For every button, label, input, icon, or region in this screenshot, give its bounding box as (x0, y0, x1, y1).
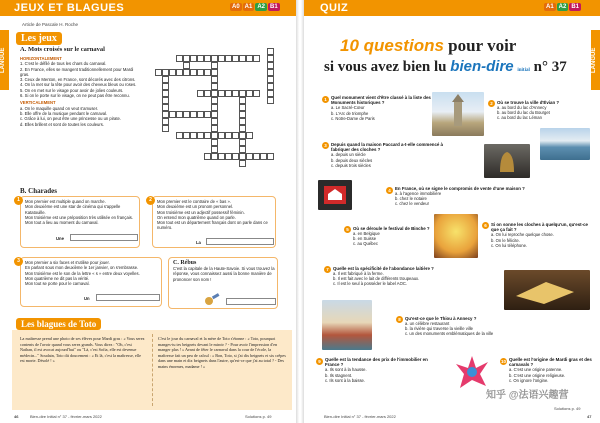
crossword-cell[interactable] (225, 132, 232, 139)
quiz-title-line-1 (340, 36, 516, 56)
charade-2-line: On entend mon quatrième quand on parle. (157, 214, 236, 220)
rebus-text: C'est la capitale de la Haute-Savoie. Si vous trouvez la réponse, vous connaissez aussi la bonne manière de prononcer son nom ! (173, 266, 275, 282)
charade-3-answer-label: Un (84, 296, 90, 301)
q9-option-c[interactable]: c. Ils sont à la baisse. (325, 377, 366, 383)
crossword-cell[interactable] (239, 160, 246, 167)
quiz-title-brand-sub: initial (517, 68, 530, 73)
charade-2-line: Mon troisième est un adjectif possessif féminin. (157, 209, 245, 215)
clue-h4: 4. On la met sur la tête pour avoir des cheveux bleus ou roses. (20, 82, 137, 88)
q1-number: 1 (322, 96, 329, 103)
crossword-cell[interactable] (183, 62, 190, 69)
q7-number: 7 (324, 266, 331, 273)
crossword-cell[interactable] (267, 48, 274, 55)
crossword-cell[interactable] (183, 55, 190, 62)
crossword-cell[interactable] (211, 97, 218, 104)
crossword-cell[interactable] (183, 132, 190, 139)
right-levels (544, 3, 581, 11)
q5-number: 5 (344, 226, 351, 233)
crossword-cell[interactable] (162, 111, 169, 118)
q8-option-b[interactable]: b. la rivière qui traverse la vieille ville (405, 326, 473, 332)
crossword-cell[interactable] (176, 111, 183, 118)
crossword-cell[interactable] (197, 69, 204, 76)
crossword-cell[interactable] (253, 90, 260, 97)
quiz-title-prefix: si vous avez bien lu (324, 59, 447, 75)
crossword-cell[interactable] (169, 111, 176, 118)
quiz-title-number: 10 questions (340, 36, 444, 55)
watermark: 知乎 @法语兴趣营 (486, 390, 569, 401)
cheese-photo (504, 270, 590, 310)
crossword-cell[interactable] (267, 97, 274, 104)
crossword-cell[interactable] (232, 132, 239, 139)
question-4 (395, 186, 591, 206)
q10-text: Quelle est l'origine de Mardi gras et des carnavals ? (509, 357, 592, 368)
q10-option-a[interactable]: a. C'est une origine païenne. (509, 367, 563, 373)
crossword-cell[interactable] (211, 111, 218, 118)
question-3 (331, 142, 461, 168)
charade-3-line: Mon premier a six faces et s'utilise pour jouer. (25, 260, 110, 265)
rebus-answer-field[interactable] (226, 298, 276, 305)
charade-1-answer-label: Une (56, 236, 64, 241)
crossword-cell[interactable] (211, 55, 218, 62)
q4-text: En France, où se signe le compromis de vente d'une maison ? (395, 186, 525, 191)
crossword-clues (20, 46, 140, 127)
charade-1-line: Mon tout a lieu au moment du carnaval. (25, 220, 99, 226)
left-solutions: Solutions p. 49 (245, 414, 272, 419)
left-page (0, 0, 296, 423)
question-7 (333, 266, 469, 286)
q3-option-c[interactable]: c. depuis trois siècles (331, 162, 371, 168)
quiz-title-rest: pour voir (448, 36, 517, 55)
right-section-title: QUIZ (320, 2, 349, 14)
crossword-cell[interactable] (155, 69, 162, 76)
q1-text: Quel monument vient d'être classé à la liste des Monuments historiques ? (331, 95, 431, 106)
crossword-cell[interactable] (190, 55, 197, 62)
crossword-cell[interactable] (197, 132, 204, 139)
level-a2: A2 (257, 4, 266, 10)
crossword-cell[interactable] (176, 132, 183, 139)
q2-number: 2 (488, 100, 495, 107)
right-side-tab: LANGUE (591, 30, 600, 90)
crossword-cell[interactable] (197, 90, 204, 97)
charade-3-answer-field[interactable] (96, 294, 160, 301)
crossword-cell[interactable] (239, 104, 246, 111)
crossword-cell[interactable] (211, 118, 218, 125)
crossword-cell[interactable] (239, 118, 246, 125)
crossword-cell[interactable] (162, 76, 169, 83)
question-5 (353, 226, 433, 246)
crossword-cell[interactable] (267, 55, 274, 62)
crossword-cell[interactable] (260, 153, 267, 160)
crossword-cell[interactable] (169, 69, 176, 76)
charades-title: B. Charades (20, 187, 57, 195)
crossword-cell[interactable] (211, 153, 218, 160)
crossword-cell[interactable] (267, 153, 274, 160)
charade-3-line: Mon troisième est le son de la lettre « s » entre deux voyelles. (25, 270, 140, 276)
q8-number: 8 (396, 316, 403, 323)
clue-h6: 6. Si on le porte sur le visage, on ne peut pas être reconnu. (20, 93, 130, 99)
crossword-cell[interactable] (267, 83, 274, 90)
bell-icon (484, 144, 530, 178)
clue-h3: 3. Ceux de Menton, en France, sont décorés avec des citrons. (20, 77, 136, 83)
clue-h5: 5. On en met sur le visage pour avoir de jolies couleurs. (20, 87, 124, 93)
crossword-cell[interactable] (232, 90, 239, 97)
crossword-cell[interactable] (190, 111, 197, 118)
les-jeux-badge: Les jeux (16, 32, 62, 45)
crossword-cell[interactable] (239, 153, 246, 160)
charade-2-answer-field[interactable] (206, 238, 274, 245)
q5-text: Où se déroule le festival de Binche ? (353, 226, 430, 231)
carnival-mask-icon (454, 352, 490, 392)
level-b1: B1 (270, 4, 278, 10)
crossword-cell[interactable] (211, 69, 218, 76)
horizontal-label: HORIZONTALEMENT (20, 56, 62, 61)
q2-option-b[interactable]: b. au bord du lac du Bourget (497, 110, 550, 116)
charade-3-line: Mon quatrième ne dit pas la vérité. (25, 275, 90, 281)
author-credit: Article de Pascale H. Roche (22, 22, 79, 27)
crossword-cell[interactable] (162, 118, 169, 125)
house-sign-photo (318, 180, 352, 210)
crossword-cell[interactable] (239, 90, 246, 97)
q1-option-c[interactable]: c. Notre-Dame de Paris (331, 115, 375, 121)
q6-option-b[interactable]: b. On le félicite. (491, 237, 520, 243)
crossword-cell[interactable] (218, 90, 225, 97)
toto-divider (152, 334, 153, 406)
charade-2-line: Mon tout est un département français dont on parle dans ce numéro. (157, 220, 268, 231)
q4-option-b[interactable]: b. chez le notaire (395, 196, 427, 202)
crossword-cell[interactable] (162, 90, 169, 97)
quiz-title-issue: n° 37 (533, 59, 567, 75)
quiz-title-line-2 (324, 58, 567, 76)
monument-icon (432, 92, 484, 136)
crossword-cell[interactable] (204, 69, 211, 76)
crossword-cell[interactable] (211, 90, 218, 97)
crossword-cell[interactable] (211, 76, 218, 83)
crossword-cell[interactable] (162, 83, 169, 90)
annecy-photo (322, 300, 372, 350)
q6-option-c[interactable]: c. On lui téléphone. (491, 242, 528, 248)
toto-joke-2: C'est le jour du carnaval et la mère de Toto s'étonne : « Toto, pourquoi manges-tu tes beignets devant le miroir ? - Pour avoir l'impression d'en manger plus ! » Avant de fêter le carnaval dans la cour de l'école, la maîtresse fait un peu de calcul : « Bon, Toto, si j'ai dix beignets et six crêpes dans une main et dix beignets dans l'autre, qu'est-ce que j'ai au total ? - Des mains énormes, madame ! » (158, 336, 286, 369)
crossword-cell[interactable] (211, 104, 218, 111)
q7-option-c[interactable]: c. Il est le seul à posséder le label AOC. (333, 281, 408, 287)
crossword-cell[interactable] (253, 55, 260, 62)
rebus-picture-icon (204, 293, 220, 307)
q5-option-b[interactable]: b. en Suisse (353, 236, 377, 242)
crossword-cell[interactable] (225, 90, 232, 97)
q6-text: Si on sonne les cloches à quelqu'un, qu'est-ce que ça fait ? (491, 222, 588, 233)
crossword-cell[interactable] (246, 55, 253, 62)
crossword-cell[interactable] (267, 76, 274, 83)
spine-gutter (296, 0, 304, 423)
crossword-cell[interactable] (211, 83, 218, 90)
q3-option-a[interactable]: a. depuis un siècle (331, 152, 366, 158)
charade-1-line: Mon deuxième est une star de cinéma qui s'appelle Katatouille. (25, 204, 121, 215)
right-page (304, 0, 600, 423)
level-a2: A2 (558, 4, 567, 10)
q10-number: 10 (500, 359, 506, 364)
q2-option-c[interactable]: c. au bord du lac Léman (497, 115, 542, 121)
q8-option-a[interactable]: a. un célèbre restaurant (405, 321, 450, 327)
house-icon (318, 180, 352, 210)
vertical-label: VERTICALEMENT (20, 100, 56, 106)
clue-vb: b. Elle offre de la musique pendant le carnaval. (20, 110, 108, 116)
crossword-cell[interactable] (176, 55, 183, 62)
crossword-cell[interactable] (162, 125, 169, 132)
q10-option-c[interactable]: c. On ignore l'origine. (509, 377, 549, 383)
q3-text: Depuis quand la maison Paccard a-t-elle commencé à fabriquer des cloches ? (331, 142, 443, 153)
crossword-cell[interactable] (197, 55, 204, 62)
crossword-cell[interactable] (239, 111, 246, 118)
paris-photo (432, 92, 484, 136)
charade-2-line: Mon deuxième est un pronom personnel. (157, 204, 234, 210)
q5-option-c[interactable]: c. au Québec (353, 241, 378, 247)
question-2 (497, 100, 593, 120)
clue-h1: 1. C'est le défilé de tous les chars du carnaval. (20, 61, 107, 67)
crossword-cell[interactable] (225, 55, 232, 62)
q1-option-b[interactable]: b. L'Arc de triomphe (331, 110, 369, 116)
left-section-title: JEUX ET BLAGUES (14, 2, 125, 14)
question-8 (405, 316, 555, 336)
charade-num-2: 2 (146, 196, 155, 205)
question-9 (325, 357, 435, 383)
q4-option-a[interactable]: a. à l'agence immobilière (395, 191, 442, 197)
crossword-cell[interactable] (190, 69, 197, 76)
toto-jokes-box (12, 330, 292, 410)
crossword-cell[interactable] (190, 132, 197, 139)
crossword-cell[interactable] (211, 132, 218, 139)
crossword-cell[interactable] (253, 153, 260, 160)
cheese-icon (504, 270, 590, 310)
crossword-cell[interactable] (225, 153, 232, 160)
charade-num-1: 1 (14, 196, 23, 205)
q8-text: Qu'est-ce que le Thiou à Annecy ? (405, 316, 477, 321)
toto-badge: Les blagues de Toto (16, 318, 101, 330)
q5-option-a[interactable]: a. en Belgique (353, 231, 380, 237)
level-a1: A1 (546, 4, 554, 10)
crossword-cell[interactable] (211, 125, 218, 132)
crossword-cell[interactable] (204, 153, 211, 160)
crossword-cell[interactable] (239, 97, 246, 104)
crossword-title: A. Mots croisés sur le carnaval (20, 46, 105, 53)
q2-text: Où se trouve la ville d'Évian ? (497, 100, 560, 105)
q6-option-a[interactable]: a. On lui reproche quelque chose. (491, 232, 554, 238)
right-solutions: Solutions p. 49 (554, 406, 581, 411)
crossword-cell[interactable] (232, 55, 239, 62)
crossword-cell[interactable] (204, 111, 211, 118)
crossword-cell[interactable] (183, 69, 190, 76)
rebus-title: C. Rébus (173, 260, 197, 266)
right-footer: Bien-dire Initial n° 37 - février-mars 2022 (324, 414, 396, 419)
level-b1: B1 (571, 4, 580, 10)
charade-3-line: Mon tout se porte pour le carnaval. (25, 281, 90, 287)
q8-option-c[interactable]: c. un des monuments emblématiques de la ville (405, 331, 494, 337)
q9-number: 9 (316, 358, 323, 365)
q7-option-a[interactable]: a. Il est fabriqué à la ferme. (333, 271, 384, 277)
q4-number: 4 (386, 187, 393, 194)
crossword-cell[interactable] (204, 90, 211, 97)
charade-2-answer-label: La (196, 240, 201, 245)
q3-number: 3 (322, 142, 329, 149)
level-a1: A1 (244, 4, 253, 10)
crossword-cell[interactable] (267, 69, 274, 76)
charade-num-3: 3 (14, 257, 23, 266)
level-a0: A0 (232, 4, 240, 10)
right-page-number: 47 (587, 414, 592, 419)
q7-text: Quelle est la spécificité de l'abondance laitière ? (333, 266, 434, 271)
q1-option-a[interactable]: a. Le Sacré-Cœur (331, 105, 365, 111)
carnival-costume-photo (434, 214, 478, 258)
clue-vd: d. Elles brillent et sont de toutes les couleurs. (20, 121, 105, 127)
charade-1-line: Mon premier est multiple quand on marche. (25, 199, 106, 204)
q2-option-a[interactable]: a. au bord du lac d'Annecy (497, 105, 547, 111)
crossword-cell[interactable] (246, 132, 253, 139)
lake-photo (540, 128, 590, 160)
crossword-cell[interactable] (162, 69, 169, 76)
crossword-cell[interactable] (246, 153, 253, 160)
q10-option-b[interactable]: b. C'est une origine religieuse. (509, 372, 566, 378)
clue-vc: c. Grâce à lui, on peut être une princesse ou un pirate. (20, 116, 122, 122)
left-page-number: 46 (14, 414, 19, 419)
crossword-cell[interactable] (218, 132, 225, 139)
crossword-cell[interactable] (239, 132, 246, 139)
crossword-cell[interactable] (204, 55, 211, 62)
crossword-cell[interactable] (218, 153, 225, 160)
crossword-cell[interactable] (239, 146, 246, 153)
q9-option-b[interactable]: b. Ils stagnent. (325, 372, 353, 378)
q9-text: Quelle est la tendance des prix de l'immobilier en France ? (325, 357, 428, 368)
crossword-grid[interactable] (148, 48, 288, 178)
charade-1-line: Mon troisième est une préposition très utilisée en français. (25, 214, 133, 220)
crossword-cell[interactable] (204, 132, 211, 139)
crossword-cell[interactable] (176, 69, 183, 76)
crossword-cell[interactable] (211, 146, 218, 153)
crossword-cell[interactable] (267, 62, 274, 69)
charade-3-line: En parlant sous mon deuxième le 1er janvier, on s'embrasse. (25, 265, 139, 271)
charade-2-line: Mon premier est le contraire de « bas ». (157, 199, 232, 204)
left-footer: Bien-dire Initial n° 37 - février-mars 2022 (30, 414, 102, 419)
crossword-cell[interactable] (267, 90, 274, 97)
crossword-cell[interactable] (162, 97, 169, 104)
q9-option-a[interactable]: a. Ils sont à la hausse. (325, 367, 367, 373)
crossword-cell[interactable] (211, 62, 218, 69)
crossword-cell[interactable] (197, 111, 204, 118)
crossword-cell[interactable] (211, 139, 218, 146)
clue-h2: 2. En France, elles se mangent traditionnellement pour Mardi gras. (20, 66, 134, 77)
question-6 (491, 222, 591, 248)
charade-1-answer-field[interactable] (70, 234, 138, 241)
crossword-cell[interactable] (183, 111, 190, 118)
bells-photo (484, 144, 530, 178)
crossword-cell[interactable] (218, 55, 225, 62)
q3-option-b[interactable]: b. depuis deux siècles (331, 157, 373, 163)
crossword-cell[interactable] (239, 55, 246, 62)
crossword-cell[interactable] (232, 153, 239, 160)
question-10 (509, 357, 597, 383)
left-side-tab: LANGUE (0, 30, 9, 90)
crossword-cell[interactable] (239, 139, 246, 146)
q7-option-b[interactable]: b. Il est fait avec le lait de différents troupeaux. (333, 276, 420, 282)
toto-joke-1: La maîtresse prend une photo de ses élèves pour Mardi gras : « Vous serez contents de l'avoir quand vous serez grands. Vous direz : "Oh, c'est Nathan, il est avocat aujourd'hui" ou "Là, c'est Sofia, elle est devenue médecin..." Soudain, Toto dit doucement : « Et là, c'est la maîtresse, elle est morte. Désolé ! » (20, 336, 145, 364)
q4-option-c[interactable]: c. chez le vendeur (395, 201, 429, 207)
question-1 (331, 95, 431, 121)
quiz-title-brand: bien-dire (450, 58, 514, 75)
crossword-cell[interactable] (162, 104, 169, 111)
clue-va: a. On le maquille quand on veut s'amuser. (20, 105, 99, 111)
crossword-cell[interactable] (239, 125, 246, 132)
q6-number: 6 (482, 222, 489, 229)
crossword-cell[interactable] (246, 90, 253, 97)
left-levels (230, 3, 280, 11)
